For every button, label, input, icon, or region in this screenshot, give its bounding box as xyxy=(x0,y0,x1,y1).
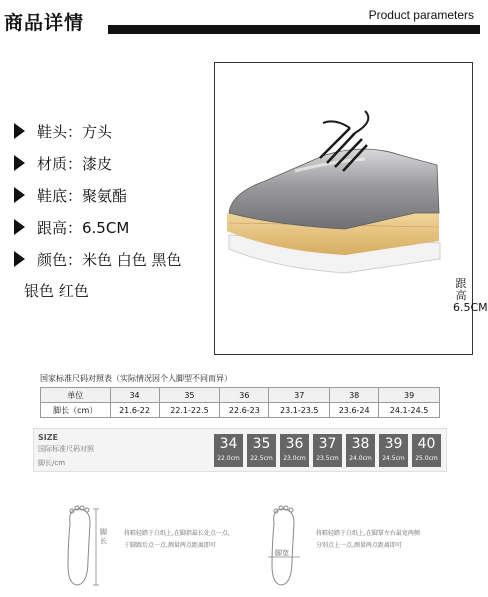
size-standard-label: 国际标准尺码对照 xyxy=(38,445,94,453)
size-box: 36 23.0cm xyxy=(280,434,309,467)
page-subtitle: Product parameters xyxy=(368,8,474,22)
foot-width-label: 脚宽 xyxy=(275,549,289,557)
foot-length-unit-label: 脚长/cm xyxy=(38,459,66,467)
table-cell: 21.6-22 xyxy=(110,403,159,418)
size-boxes xyxy=(214,434,441,467)
size-box: 34 22.0cm xyxy=(214,434,243,467)
triangle-bullet-icon xyxy=(14,123,25,139)
spec-item: 鞋头：方头 xyxy=(14,115,214,147)
table-row xyxy=(41,388,440,403)
size-box: 40 25.0cm xyxy=(412,434,441,467)
foot-width-instructions: 将鞋轻踏于白纸上,在脚掌左右最宽两侧 分别点上一点,测量两点距离即可 xyxy=(316,530,420,549)
product-image-frame xyxy=(214,62,488,355)
table-cell: 22.1-22.5 xyxy=(159,403,220,418)
spec-item: 颜色：米色 白色 黑色 xyxy=(14,243,214,275)
spec-list xyxy=(14,115,214,305)
size-box: 38 24.0cm xyxy=(346,434,375,467)
table-cell: 脚长（cm） xyxy=(41,403,111,418)
spec-item: 跟高：6.5CM xyxy=(14,211,214,243)
spec-item: 鞋底：聚氨酯 xyxy=(14,179,214,211)
triangle-bullet-icon xyxy=(14,251,25,267)
page-title: 商品详情 xyxy=(4,12,85,34)
table-row xyxy=(41,403,440,418)
spec-item-continued: 银色 红色 xyxy=(24,281,89,300)
header-bar xyxy=(108,25,480,34)
size-label: SIZE xyxy=(38,433,59,442)
heel-height-label: 跟高 6.5CM xyxy=(453,277,488,314)
table-cell: 39 xyxy=(379,388,440,403)
triangle-bullet-icon xyxy=(14,155,25,171)
size-box: 37 23.5cm xyxy=(313,434,342,467)
size-table xyxy=(40,387,440,418)
shoe-image xyxy=(215,63,488,356)
table-cell: 23.6-24 xyxy=(330,403,379,418)
size-box: 39 24.5cm xyxy=(379,434,408,467)
spec-item: 材质：漆皮 xyxy=(14,147,214,179)
triangle-bullet-icon xyxy=(14,219,25,235)
size-strip xyxy=(33,428,447,472)
table-cell: 24.1-24.5 xyxy=(379,403,440,418)
foot-length-instructions: 将鞋轻踏于白纸上,在脚指最长处点一点, 于脚跟后点一点,测量两点距离即可 xyxy=(124,530,230,549)
size-table-title: 国家标准尺码对照表（实际情况因个人脚型不同而异） xyxy=(40,374,232,383)
table-cell: 38 xyxy=(330,388,379,403)
size-box: 35 22.5cm xyxy=(247,434,276,467)
table-cell: 36 xyxy=(220,388,269,403)
table-cell: 35 xyxy=(159,388,220,403)
table-cell: 23.1-23.5 xyxy=(269,403,330,418)
triangle-bullet-icon xyxy=(14,187,25,203)
header xyxy=(0,0,480,40)
foot-length-label: 脚长 xyxy=(100,528,107,545)
table-cell: 37 xyxy=(269,388,330,403)
table-cell: 单位 xyxy=(41,388,111,403)
table-cell: 34 xyxy=(110,388,159,403)
foot-length-diagram-icon xyxy=(60,505,120,590)
table-cell: 22.6-23 xyxy=(220,403,269,418)
